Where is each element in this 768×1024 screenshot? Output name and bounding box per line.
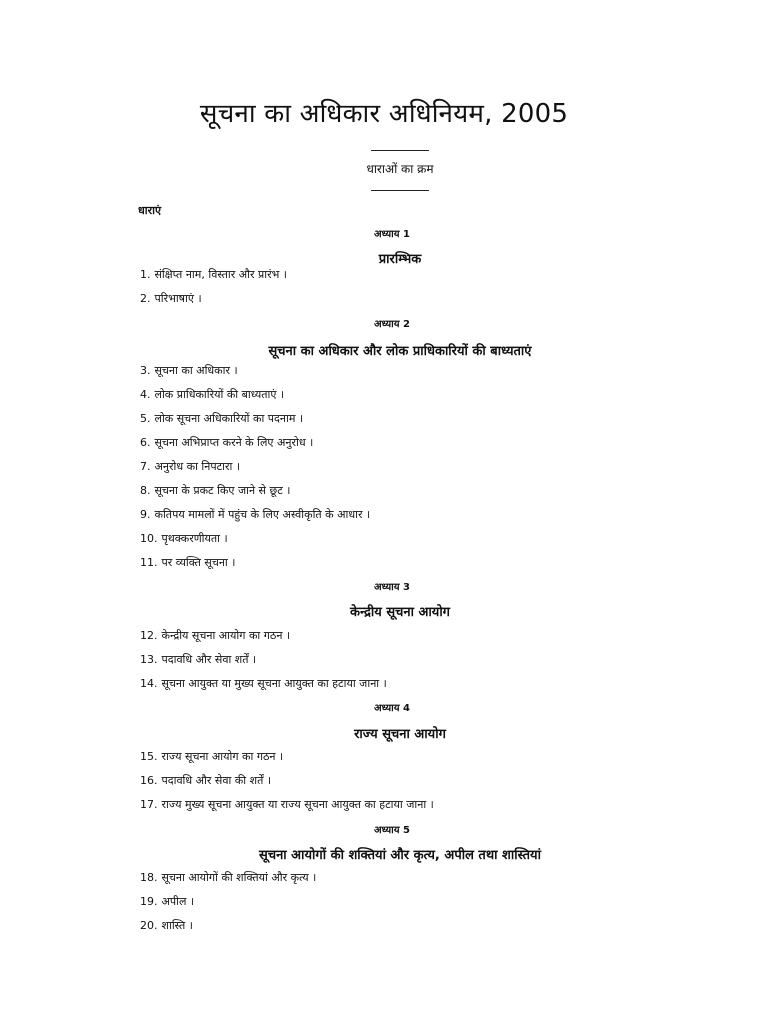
- list-item: [140, 652, 256, 667]
- item-text: राज्य सूचना आयोग का गठन ।: [161, 750, 284, 763]
- chapter-1-title: प्रारम्भिक: [378, 252, 422, 267]
- item-text: सूचना अभिप्राप्त करने के लिए अनुरोध ।: [154, 436, 314, 449]
- item-number: 14.: [140, 677, 158, 690]
- item-text: लोक प्राधिकारियों की बाध्यताएं ।: [154, 388, 285, 401]
- item-number: 8.: [140, 484, 151, 497]
- item-number: 1.: [140, 268, 151, 281]
- item-number: 16.: [140, 774, 158, 787]
- chapter-4-label: अध्याय 4: [373, 703, 411, 714]
- item-number: 10.: [140, 532, 158, 545]
- list-item: [140, 363, 238, 378]
- list-item: [140, 628, 290, 643]
- item-text: संक्षिप्त नाम, विस्तार और प्रारंभ ।: [154, 268, 287, 281]
- item-text: सूचना के प्रकट किए जाने से छूट ।: [154, 484, 291, 497]
- item-text: सूचना आयुक्त या मुख्य सूचना आयुक्त का हटाया जाना ।: [161, 677, 387, 690]
- chapter-3-title: केन्द्रीय सूचना आयोग: [350, 605, 450, 620]
- item-text: शास्ति ।: [161, 919, 193, 932]
- item-number: 15.: [140, 750, 158, 763]
- item-number: 11.: [140, 556, 158, 569]
- item-number: 4.: [140, 388, 151, 401]
- item-number: 18.: [140, 871, 158, 884]
- item-text: अपील ।: [161, 895, 195, 908]
- sections-label: धाराएं: [138, 204, 162, 217]
- item-text: अनुरोध का निपटारा ।: [154, 460, 241, 473]
- list-item: [140, 555, 235, 570]
- list-item: [140, 894, 194, 909]
- item-text: लोक सूचना अधिकारियों का पदनाम ।: [154, 412, 304, 425]
- chapter-3-label: अध्याय 3: [373, 582, 411, 593]
- list-item: [140, 749, 283, 764]
- item-number: 13.: [140, 653, 158, 666]
- list-item: [140, 531, 228, 546]
- list-item: [140, 387, 284, 402]
- list-item: [140, 267, 287, 282]
- list-item: [140, 870, 316, 885]
- chapter-4-title: राज्य सूचना आयोग: [354, 727, 446, 742]
- item-number: 19.: [140, 895, 158, 908]
- item-number: 3.: [140, 364, 151, 377]
- item-text: पर व्यक्ति सूचना ।: [161, 556, 236, 569]
- list-item: [140, 507, 370, 522]
- item-number: 6.: [140, 436, 151, 449]
- item-number: 7.: [140, 460, 151, 473]
- item-text: सूचना का अधिकार ।: [154, 364, 238, 377]
- list-item: [140, 797, 434, 812]
- item-text: पदावधि और सेवा शर्तें ।: [161, 653, 257, 666]
- chapter-5-label: अध्याय 5: [373, 825, 411, 836]
- item-text: सूचना आयोगों की शक्तियां और कृत्य ।: [161, 871, 317, 884]
- item-number: 17.: [140, 798, 158, 811]
- item-text: कतिपय मामलों में पहुंच के लिए अस्वीकृति के आधार ।: [154, 508, 371, 521]
- bottom-divider: [371, 190, 429, 191]
- contents-subheading: धाराओं का क्रम: [366, 162, 434, 176]
- chapter-1-label: अध्याय 1: [373, 229, 411, 240]
- item-text: पदावधि और सेवा की शर्तें ।: [161, 774, 272, 787]
- list-item: [140, 291, 202, 306]
- item-text: परिभाषाएं ।: [154, 292, 202, 305]
- list-item: [140, 435, 313, 450]
- list-item: [140, 411, 303, 426]
- item-text: केन्द्रीय सूचना आयोग का गठन ।: [161, 629, 291, 642]
- top-divider: [371, 150, 429, 151]
- chapter-2-title: सूचना का अधिकार और लोक प्राधिकारियों की बाध्यताएं: [268, 344, 532, 359]
- document-title: सूचना का अधिकार अधिनियम, 2005: [199, 99, 569, 129]
- item-text: राज्य मुख्य सूचना आयुक्त या राज्य सूचना आयुक्त का हटाया जाना ।: [161, 798, 434, 811]
- item-number: 5.: [140, 412, 151, 425]
- item-text: पृथक्करणीयता ।: [161, 532, 228, 545]
- item-number: 2.: [140, 292, 151, 305]
- item-number: 20.: [140, 919, 158, 932]
- chapter-2-label: अध्याय 2: [373, 319, 411, 330]
- item-number: 9.: [140, 508, 151, 521]
- chapter-5-title: सूचना आयोगों की शक्तियां और कृत्य, अपील तथा शास्तियां: [259, 848, 541, 863]
- item-number: 12.: [140, 629, 158, 642]
- list-item: [140, 676, 387, 691]
- list-item: [140, 483, 290, 498]
- list-item: [140, 459, 240, 474]
- list-item: [140, 773, 271, 788]
- list-item: [140, 918, 193, 933]
